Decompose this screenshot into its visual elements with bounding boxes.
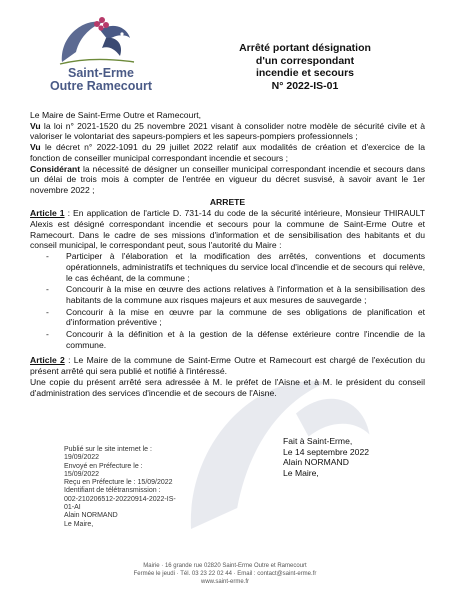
commune-logo	[42, 12, 152, 100]
logo-text-line1: Saint-Erme	[68, 66, 134, 80]
publication-line: 19/09/2022	[64, 454, 100, 462]
signature-role: Le Maire,	[283, 467, 319, 478]
signature-date: Le 14 septembre 2022	[283, 446, 370, 457]
intro-line: Le Maire de Saint-Erme Outre et Ramecourt,	[30, 110, 201, 120]
list-item: - Participer à l'élaboration et la modification des arrêtés, conventions et documents opérationnels, administratifs et techniques du service local d'incendie et de secours qui relève, le cas échéant, de la commune ;	[30, 251, 425, 283]
page-footer	[0, 562, 450, 586]
vu-label: Vu	[30, 142, 41, 153]
footer-address: Mairie · 16 grande rue 02820 Saint-Erme Outre et Ramecourt	[143, 563, 307, 569]
publication-info	[64, 446, 194, 529]
footer-website: www.saint-erme.fr	[200, 579, 249, 585]
title-line: Arrêté portant désignation	[239, 42, 371, 54]
vu-label: Vu	[30, 120, 41, 131]
list-item: - Concourir à la mise en œuvre des actions relatives à l'information et à la sensibilisation des habitants de la commune aux risques majeurs et aux mesures de sauvegarde ;	[30, 284, 425, 305]
copy-paragraph: Une copie du présent arrêté sera adressée à M. le préfet de l'Aisne et à M. le président du conseil d'administration des services d'incendie et de secours de l'Aisne.	[30, 376, 425, 398]
document-body	[30, 110, 425, 398]
article-1	[30, 208, 425, 251]
list-item: - Concourir à la définition et à la gestion de la défense extérieure contre l'incendie de la commune.	[30, 329, 425, 350]
vu-paragraph-1	[30, 121, 425, 142]
logo-bird-icon	[42, 12, 152, 72]
title-line: incendie et secours	[255, 67, 355, 79]
publication-line: Alain NORMAND	[64, 512, 118, 520]
article-1-text: : En application de l'article D. 731-14 du code de la sécurité intérieure, Monsieur THIRAULT Alexis est désigné correspondant incendie et secours pour la commune de Saint-Erme Outre et Ramecourt. Dans le cadre de ses missions d'information et de sensibilisation des habitants et du conseil municipal, le correspondant peut, sous l'autorité du Maire :	[30, 208, 425, 251]
publication-line: Identifiant de télétransmission :	[64, 487, 161, 495]
signature-name: Alain NORMAND	[283, 457, 349, 467]
arrete-number: N° 2022-IS-01	[271, 79, 339, 92]
logo-text-line2: Outre Ramecourt	[49, 79, 153, 93]
title-line: d'un correspondant	[255, 54, 355, 67]
publication-line: 002-210206512-20220914-2022-IS-	[64, 495, 176, 503]
publication-line: 01-AI	[64, 504, 81, 512]
publication-line: Publié sur le site internet le :	[64, 446, 152, 453]
vu-text: le décret n° 2022-1091 du 29 juillet 2022 relatif aux modalités de création et d'exercice de la fonction de conseiller municipal correspondant incendie et secours ;	[30, 142, 425, 163]
vu-text: la loi n° 2021-1520 du 25 novembre 2021 visant à consolider notre modèle de sécurité civile et à valoriser le volontariat des sapeurs-pompiers et les sapeurs-pompiers professionnels ;	[30, 120, 425, 142]
signature-place: Fait à Saint-Erme,	[283, 436, 353, 446]
publication-line: 15/09/2022	[64, 470, 100, 478]
document-title	[205, 42, 405, 92]
footer-contact: Fermée le jeudi · Tél. 03 23 22 02 44 · Email : contact@saint-erme.fr	[133, 571, 317, 577]
considerant-paragraph	[30, 164, 425, 196]
signature-block	[283, 436, 413, 478]
publication-line: Reçu en Préfecture le : 15/09/2022	[64, 479, 173, 487]
considerant-label: Considérant	[30, 163, 81, 174]
publication-line: Envoyé en Préfecture le :	[64, 462, 143, 470]
arrete-heading: ARRETE	[209, 196, 246, 207]
publication-line: Le Maire,	[64, 520, 94, 528]
article-2	[30, 355, 425, 376]
article-2-label: Article 2	[30, 355, 65, 366]
missions-list	[30, 251, 425, 350]
considerant-text: la nécessité de désigner un conseiller municipal correspondant incendie et secours dans un délai de trois mois à compter de l'entrée en vigueur du décret susvisé, à savoir avant le 1er novembre 2022 ;	[30, 163, 425, 195]
article-1-label: Article 1	[30, 208, 65, 219]
article-2-text: : Le Maire de la commune de Saint-Erme Outre et Ramecourt est chargé de l'exécution du présent arrêté qui sera publié et notifié à l'intéressé.	[30, 355, 426, 377]
vu-paragraph-2	[30, 142, 425, 163]
list-item: - Concourir à la mise en œuvre par la commune de ses obligations de planification et d'information préventive ;	[30, 307, 425, 328]
